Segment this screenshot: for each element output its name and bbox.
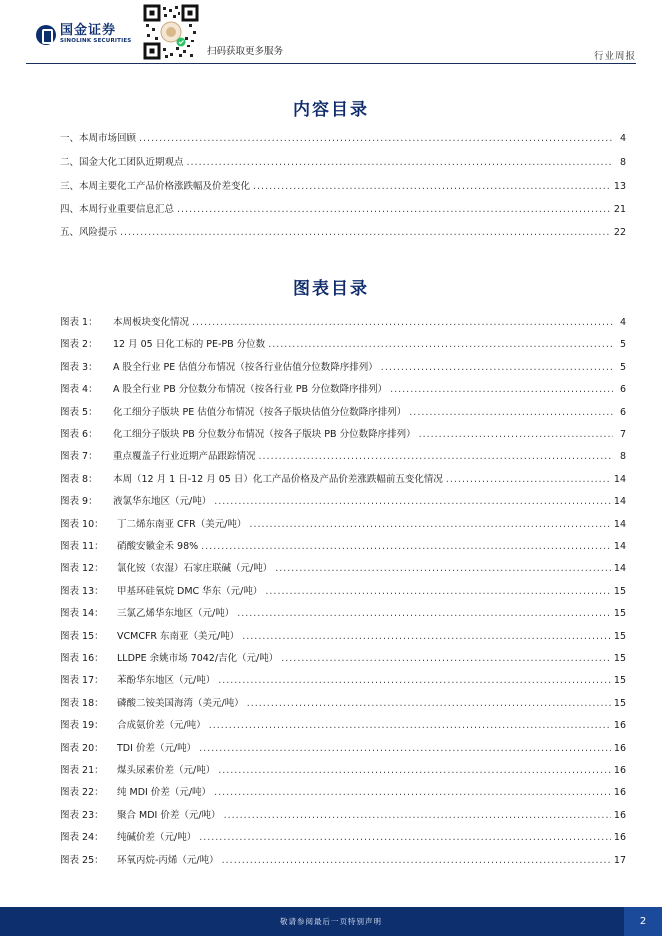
- leader-dots: [199, 743, 611, 755]
- figure-number: 图表 22：: [60, 787, 104, 799]
- figure-item[interactable]: [60, 561, 626, 575]
- figure-item-page: 14: [613, 518, 626, 530]
- figure-item[interactable]: [60, 405, 626, 419]
- page-number: 2: [624, 907, 662, 936]
- figure-item-page: 4: [619, 317, 626, 328]
- figure-number: 图表 1：: [60, 317, 98, 328]
- figure-number: 图表 16：: [60, 653, 104, 664]
- report-type-label: 行业周报: [593, 51, 636, 62]
- leader-dots: [419, 429, 613, 441]
- scan-for-services-text: 扫码获取更多服务: [207, 46, 284, 57]
- figure-item[interactable]: [60, 853, 626, 867]
- leader-dots: [381, 362, 613, 374]
- figure-item[interactable]: [60, 517, 626, 531]
- figure-item-label: 本周板块变化情况: [113, 317, 190, 328]
- leader-dots: [253, 181, 611, 193]
- leader-dots: [281, 653, 611, 665]
- contents-item[interactable]: [60, 202, 626, 216]
- leader-dots: [177, 204, 611, 216]
- figure-number: 图表 20：: [60, 742, 104, 754]
- leader-dots: [214, 496, 611, 508]
- figure-item-label: LLDPE 余姚市场 7042/吉化（元/吨）: [117, 653, 279, 664]
- figure-item[interactable]: [60, 741, 626, 755]
- figure-number: 图表 10：: [60, 518, 104, 530]
- figure-item[interactable]: [60, 337, 626, 351]
- figure-number: 图表 4：: [60, 384, 98, 396]
- figure-item-page: 16: [613, 720, 626, 732]
- leader-dots: [224, 810, 611, 822]
- figure-item-page: 7: [619, 429, 626, 440]
- leader-dots: [446, 474, 611, 486]
- contents-item-label: 一、本周市场回顾: [60, 133, 137, 144]
- figure-number: 图表 19：: [60, 720, 104, 732]
- figure-item-page: 14: [613, 496, 626, 508]
- leader-dots: [409, 407, 613, 419]
- figure-item-page: 14: [613, 563, 626, 575]
- figure-item-label: TDI 价差（元/吨）: [117, 742, 197, 754]
- leader-dots: [187, 157, 613, 169]
- figure-item-page: 14: [613, 541, 626, 552]
- figure-item-label: VCMCFR 东南亚（美元/吨）: [117, 630, 240, 642]
- figure-item-label: 硝酸安徽金禾 98%: [117, 541, 199, 552]
- contents-item-label: 四、本周行业重要信息汇总: [60, 204, 175, 215]
- figure-item-label: 本周（12 月 1 日-12 月 05 日）化工产品价格及产品价差涨跌幅前五变化情况: [113, 473, 443, 485]
- contents-item-label: 五、风险提示: [60, 227, 118, 238]
- figure-item-page: 15: [613, 653, 626, 664]
- leader-dots: [192, 317, 613, 329]
- figure-item-page: 14: [613, 473, 626, 485]
- header-divider: [26, 63, 636, 64]
- figure-item-label: 丁二烯东南亚 CFR（美元/吨）: [117, 518, 247, 530]
- figure-item[interactable]: [60, 651, 626, 665]
- contents-title: 内容目录: [293, 100, 369, 120]
- contents-item[interactable]: [60, 225, 626, 239]
- leader-dots: [209, 720, 611, 732]
- figure-item-page: 16: [613, 809, 626, 821]
- figure-item[interactable]: [60, 494, 626, 508]
- figure-item-page: 16: [613, 765, 626, 776]
- page-footer: [0, 907, 662, 936]
- figure-number: 图表 3：: [60, 361, 98, 373]
- figure-number: 图表 6：: [60, 429, 98, 440]
- leader-dots: [139, 133, 613, 145]
- leader-dots: [247, 698, 611, 710]
- figure-item-label: 化工细分子版块 PE 估值分布情况（按各子版块估值分位数降序排列）: [113, 406, 407, 418]
- figure-item[interactable]: [60, 472, 626, 486]
- qr-code-icon[interactable]: [143, 4, 199, 60]
- figure-item[interactable]: [60, 629, 626, 643]
- contents-item-label: 三、本周主要化工产品价格涨跌幅及价差变化: [60, 181, 251, 192]
- figure-number: 图表 5：: [60, 406, 98, 418]
- figure-number: 图表 21：: [60, 765, 104, 776]
- contents-item-label: 二、国金大化工团队近期观点: [60, 157, 184, 168]
- leader-dots: [259, 451, 613, 463]
- leader-dots: [218, 675, 611, 687]
- logo-english-name: SINOLINK SECURITIES: [60, 38, 132, 44]
- figure-number: 图表 24：: [60, 832, 104, 844]
- figure-number: 图表 15：: [60, 630, 104, 642]
- leader-dots: [214, 787, 611, 799]
- figure-item-label: 纯碱价差（元/吨）: [117, 832, 197, 844]
- leader-dots: [222, 855, 611, 867]
- figure-item[interactable]: [60, 427, 626, 441]
- figure-item-label: 聚合 MDI 价差（元/吨）: [117, 809, 221, 821]
- company-logo: [36, 24, 131, 45]
- logo-icon: [36, 25, 56, 45]
- leader-dots: [199, 832, 611, 844]
- figure-item[interactable]: [60, 808, 626, 822]
- contents-item[interactable]: [60, 179, 626, 193]
- figure-number: 图表 13：: [60, 585, 104, 597]
- figure-item-page: 16: [613, 787, 626, 799]
- figure-item[interactable]: [60, 673, 626, 687]
- contents-item-page: 13: [613, 181, 626, 192]
- figure-item-label: 甲基环硅氧烷 DMC 华东（元/吨）: [117, 585, 263, 597]
- leader-dots: [218, 765, 611, 777]
- figure-number: 图表 18：: [60, 697, 104, 709]
- contents-item-page: 8: [619, 157, 626, 168]
- figure-item-label: A 股全行业 PB 分位数分布情况（按各行业 PB 分位数降序排列）: [113, 384, 388, 396]
- figure-number: 图表 7：: [60, 451, 98, 463]
- leader-dots: [242, 631, 611, 643]
- figure-number: 图表 12：: [60, 563, 104, 575]
- figure-item[interactable]: [60, 830, 626, 844]
- contents-item-page: 22: [613, 227, 626, 238]
- figure-item-label: 三氯乙烯华东地区（元/吨）: [117, 608, 235, 620]
- figure-item[interactable]: [60, 606, 626, 620]
- figure-item[interactable]: [60, 785, 626, 799]
- figure-item-label: 液氯华东地区（元/吨）: [113, 496, 212, 508]
- leader-dots: [120, 227, 611, 239]
- figure-item-label: 重点覆盖子行业近期产品跟踪情况: [113, 451, 256, 463]
- page-header: [0, 0, 662, 64]
- figure-item[interactable]: [60, 696, 626, 710]
- figure-item[interactable]: [60, 382, 626, 396]
- contents-item[interactable]: [60, 155, 626, 169]
- figure-item-page: 15: [613, 585, 626, 597]
- figure-item-page: 15: [613, 608, 626, 620]
- leader-dots: [237, 608, 611, 620]
- figure-item-label: 环氧丙烷-丙烯（元/吨）: [117, 854, 219, 866]
- figure-number: 图表 11：: [60, 541, 104, 552]
- figure-item-page: 8: [619, 451, 626, 463]
- figure-number: 图表 14：: [60, 608, 104, 620]
- figures-title: 图表目录: [293, 279, 369, 299]
- figure-item-label: 化工细分子版块 PB 分位数分布情况（按各子版块 PB 分位数降序排列）: [113, 429, 416, 440]
- figure-item[interactable]: [60, 449, 626, 463]
- contents-item[interactable]: [60, 131, 626, 145]
- figure-number: 图表 2：: [60, 339, 98, 351]
- figure-item-label: 12 月 05 日化工标的 PE-PB 分位数: [113, 339, 266, 351]
- disclaimer-link[interactable]: 敬请参阅最后一页特别声明: [280, 917, 382, 926]
- figure-item-label: 纯 MDI 价差（元/吨）: [117, 787, 212, 799]
- figure-item-page: 5: [619, 339, 626, 351]
- leader-dots: [201, 541, 611, 553]
- contents-item-page: 21: [613, 204, 626, 215]
- figure-item-label: 合成氨价差（元/吨）: [117, 720, 206, 732]
- figure-item[interactable]: [60, 718, 626, 732]
- leader-dots: [268, 339, 613, 351]
- figure-item-page: 16: [613, 742, 626, 754]
- figure-number: 图表 17：: [60, 675, 104, 687]
- figure-item-label: 磷酸二铵美国海湾（美元/吨）: [117, 697, 244, 709]
- figure-item[interactable]: [60, 763, 626, 777]
- contents-item-page: 4: [619, 133, 626, 144]
- figure-item-page: 6: [619, 384, 626, 396]
- leader-dots: [275, 563, 611, 575]
- logo-chinese-name: 国金证券: [60, 23, 117, 38]
- figure-item-label: 苯酚华东地区（元/吨）: [117, 675, 216, 687]
- figure-item-page: 15: [613, 697, 626, 709]
- figure-item-page: 15: [613, 675, 626, 687]
- leader-dots: [249, 519, 610, 531]
- figure-item[interactable]: [60, 315, 626, 329]
- figure-number: 图表 25：: [60, 854, 104, 866]
- figure-item-page: 17: [613, 854, 626, 866]
- figure-item-label: 氯化铵（农湿）石家庄联碱（元/吨）: [117, 563, 273, 575]
- figure-number: 图表 8：: [60, 473, 98, 485]
- leader-dots: [265, 586, 611, 598]
- figure-item[interactable]: [60, 539, 626, 553]
- figure-item[interactable]: [60, 360, 626, 374]
- figure-item-label: A 股全行业 PE 估值分布情况（按各行业估值分位数降序排列）: [113, 361, 378, 373]
- figure-item[interactable]: [60, 584, 626, 598]
- figure-item-label: 煤头尿素价差（元/吨）: [117, 765, 216, 776]
- figure-item-page: 6: [619, 406, 626, 418]
- leader-dots: [390, 384, 613, 396]
- figure-item-page: 5: [619, 361, 626, 373]
- figure-item-page: 15: [613, 630, 626, 642]
- figure-number: 图表 9：: [60, 496, 98, 508]
- figure-item-page: 16: [613, 832, 626, 844]
- figure-number: 图表 23：: [60, 809, 104, 821]
